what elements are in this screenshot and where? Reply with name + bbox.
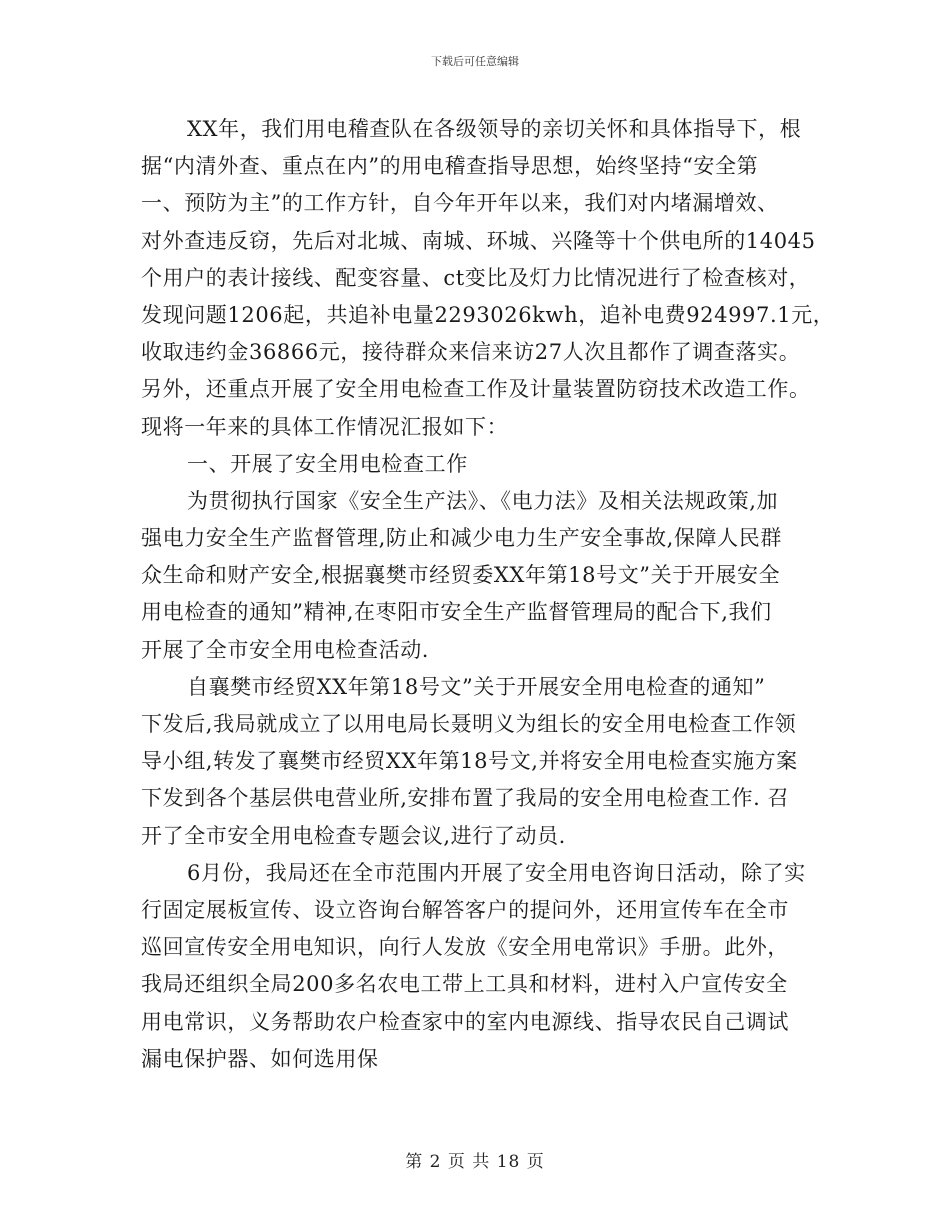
header-note: 下载后可任意编辑 — [431, 55, 519, 68]
section-heading: 一、开展了安全用电检查工作 — [187, 451, 468, 476]
paragraph-line: 个用户的表计接线、配变容量、ct变比及灯力比情况进行了检查核对， — [141, 265, 811, 290]
paragraph-line: 巡回宣传安全用电知识，向行人发放《安全用电常识》手册。此外， — [141, 935, 789, 960]
paragraph-line: 强电力安全生产监督管理,防止和减少电力生产安全事故,保障人民群 — [141, 526, 782, 551]
paragraph-line: 据“内清外查、重点在内”的用电稽查指导思想，始终坚持“安全第 — [141, 154, 759, 179]
paragraph-line: 为贯彻执行国家《安全生产法》、《电力法》及相关法规政策,加 — [187, 488, 779, 513]
paragraph-line: XX年，我们用电稽查队在各级领导的亲切关怀和具体指导下，根 — [187, 117, 802, 141]
paragraph-line: 另外，还重点开展了安全用电检查工作及计量装置防窃技术改造工作。 — [141, 377, 811, 402]
paragraph-line: 自襄樊市经贸XX年第18号文”关于开展安全用电检查的通知” — [187, 674, 766, 699]
paragraph-line: 用电常识，义务帮助农户检查家中的室内电源线、指导农民自己调试 — [141, 1009, 789, 1034]
document-body — [141, 111, 835, 1078]
paragraph-line: 下发到各个基层供电营业所,安排布置了我局的安全用电检查工作. 召 — [141, 786, 790, 811]
paragraph-line: 我局还组织全局200多名农电工带上工具和材料，进村入户宣传安全 — [141, 972, 788, 997]
paragraph-line: 众生命和财产安全,根据襄樊市经贸委XX年第18号文”关于开展安全 — [141, 563, 781, 588]
paragraph-line: 现将一年来的具体工作情况汇报如下： — [141, 414, 509, 439]
paragraph-line: 用电检查的通知”精神,在枣阳市安全生产监督管理局的配合下,我们 — [141, 600, 772, 625]
paragraph-line: 对外查违反窃，先后对北城、南城、环城、兴隆等十个供电所的14045 — [141, 228, 816, 253]
paragraph-line: 6月份，我局还在全市范围内开展了安全用电咨询日活动，除了实 — [187, 860, 806, 885]
page-number: 第 2 页 共 18 页 — [405, 1152, 545, 1172]
paragraph-line: 漏电保护器、如何选用保 — [141, 1046, 379, 1071]
paragraph-line: 开展了全市安全用电检查活动. — [141, 637, 430, 662]
paragraph-line: 下发后,我局就成立了以用电局长聂明义为组长的安全用电检查工作领 — [141, 712, 797, 736]
paragraph-line: 收取违约金36866元，接待群众来信来访27人次且都作了调查落实。 — [141, 340, 801, 365]
paragraph-line: 发现问题1206起，共追补电量2293026kwh，追补电费924997.1元， — [141, 302, 835, 327]
paragraph-line: 一、预防为主”的工作方针，自今年开年以来，我们对内堵漏增效、 — [141, 191, 779, 216]
paragraph-line: 导小组,转发了襄樊市经贸XX年第18号文,并将安全用电检查实施方案 — [141, 749, 798, 774]
paragraph-line: 开了全市安全用电检查专题会议,进行了动员. — [141, 823, 566, 848]
paragraph-line: 行固定展板宣传、设立咨询台解答客户的提问外，还用宣传车在全市 — [141, 897, 789, 922]
